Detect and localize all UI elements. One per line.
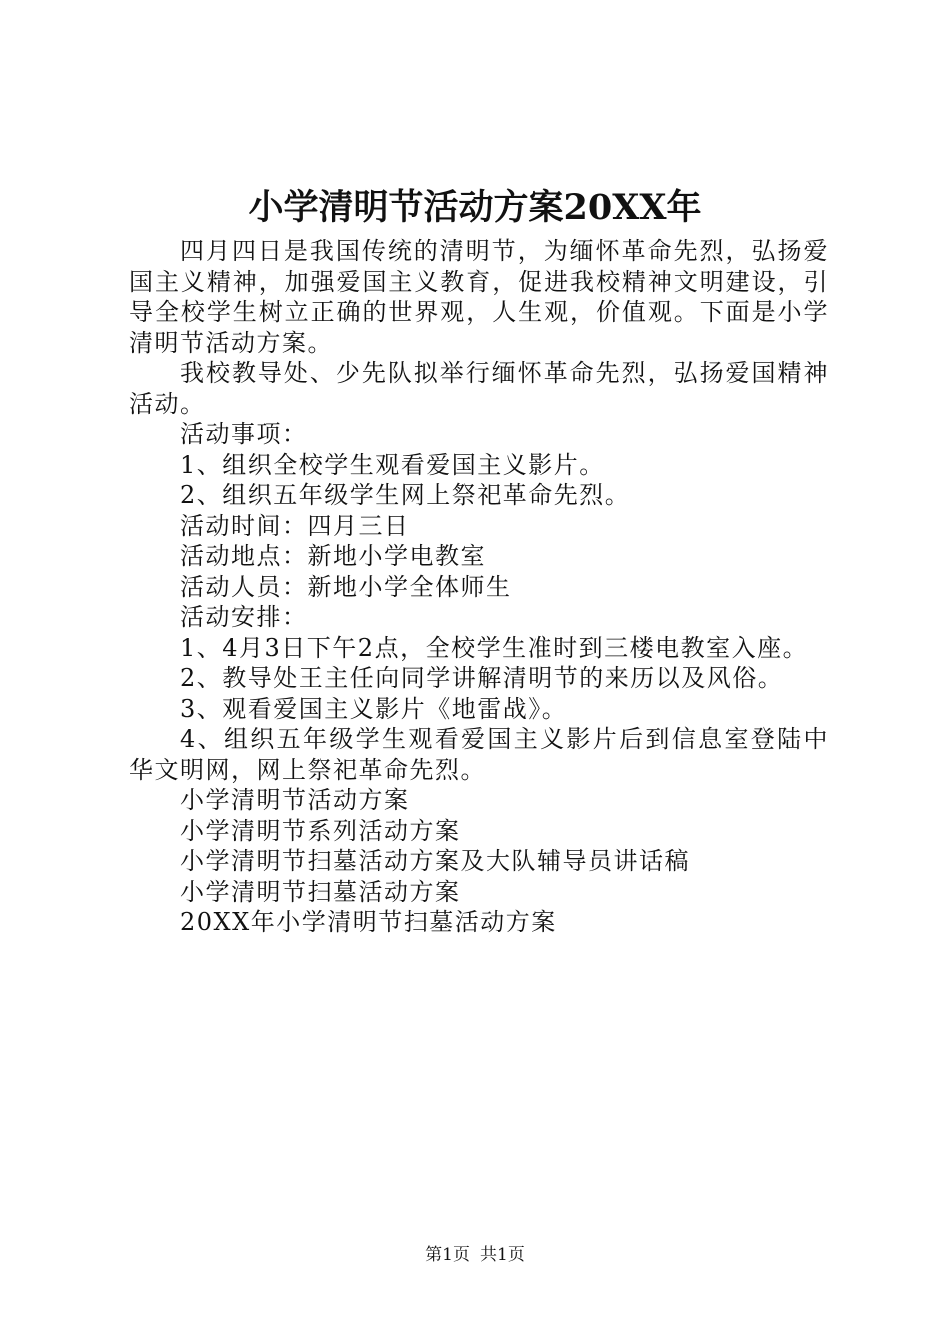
document-title: 小学清明节活动方案20XX年 [248,187,702,228]
schedule-item: 1、4月3日下午2点，全校学生准时到三楼电教室入座。 [180,633,809,662]
document-body [129,236,829,938]
schedule-item: 3、观看爱国主义影片《地雷战》。 [180,694,568,723]
schedule-item: 2、教导处王主任向同学讲解清明节的来历以及风俗。 [180,664,784,692]
schedule-item-paragraph: 4、组织五年级学生观看爱国主义影片后到信息室登陆中华文明网，网上祭祀革命先烈。 [129,725,829,784]
page-number: 第1页 [425,1245,470,1265]
intro-paragraph: 四月四日是我国传统的清明节，为缅怀革命先烈，弘扬爱国主义精神，加强爱国主义教育，促进我校精神文明建设，引导全校学生树立正确的世界观，人生观，价值观。下面是小学清明节活动方案。 [129,237,829,357]
activity-item: 2、组织五年级学生网上祭祀革命先烈。 [180,481,631,509]
page-footer [0,1243,950,1267]
activity-location: 活动地点：新地小学电教室 [180,542,486,570]
page-total: 共1页 [480,1245,525,1265]
activity-schedule-heading: 活动安排： [180,603,308,631]
related-link: 20XX年小学清明节扫墓活动方案 [180,908,557,936]
activity-time: 活动时间：四月三日 [180,511,410,540]
activity-items-heading: 活动事项： [180,420,308,448]
related-link: 小学清明节扫墓活动方案及大队辅导员讲话稿 [180,847,690,875]
related-link: 小学清明节系列活动方案 [180,816,461,845]
activity-item: 1、组织全校学生观看爱国主义影片。 [180,450,605,479]
related-link: 小学清明节扫墓活动方案 [180,877,461,906]
activity-participants: 活动人员：新地小学全体师生 [180,572,512,601]
related-link: 小学清明节活动方案 [180,786,410,814]
activity-paragraph: 我校教导处、少先队拟举行缅怀革命先烈，弘扬爱国精神活动。 [129,359,829,418]
